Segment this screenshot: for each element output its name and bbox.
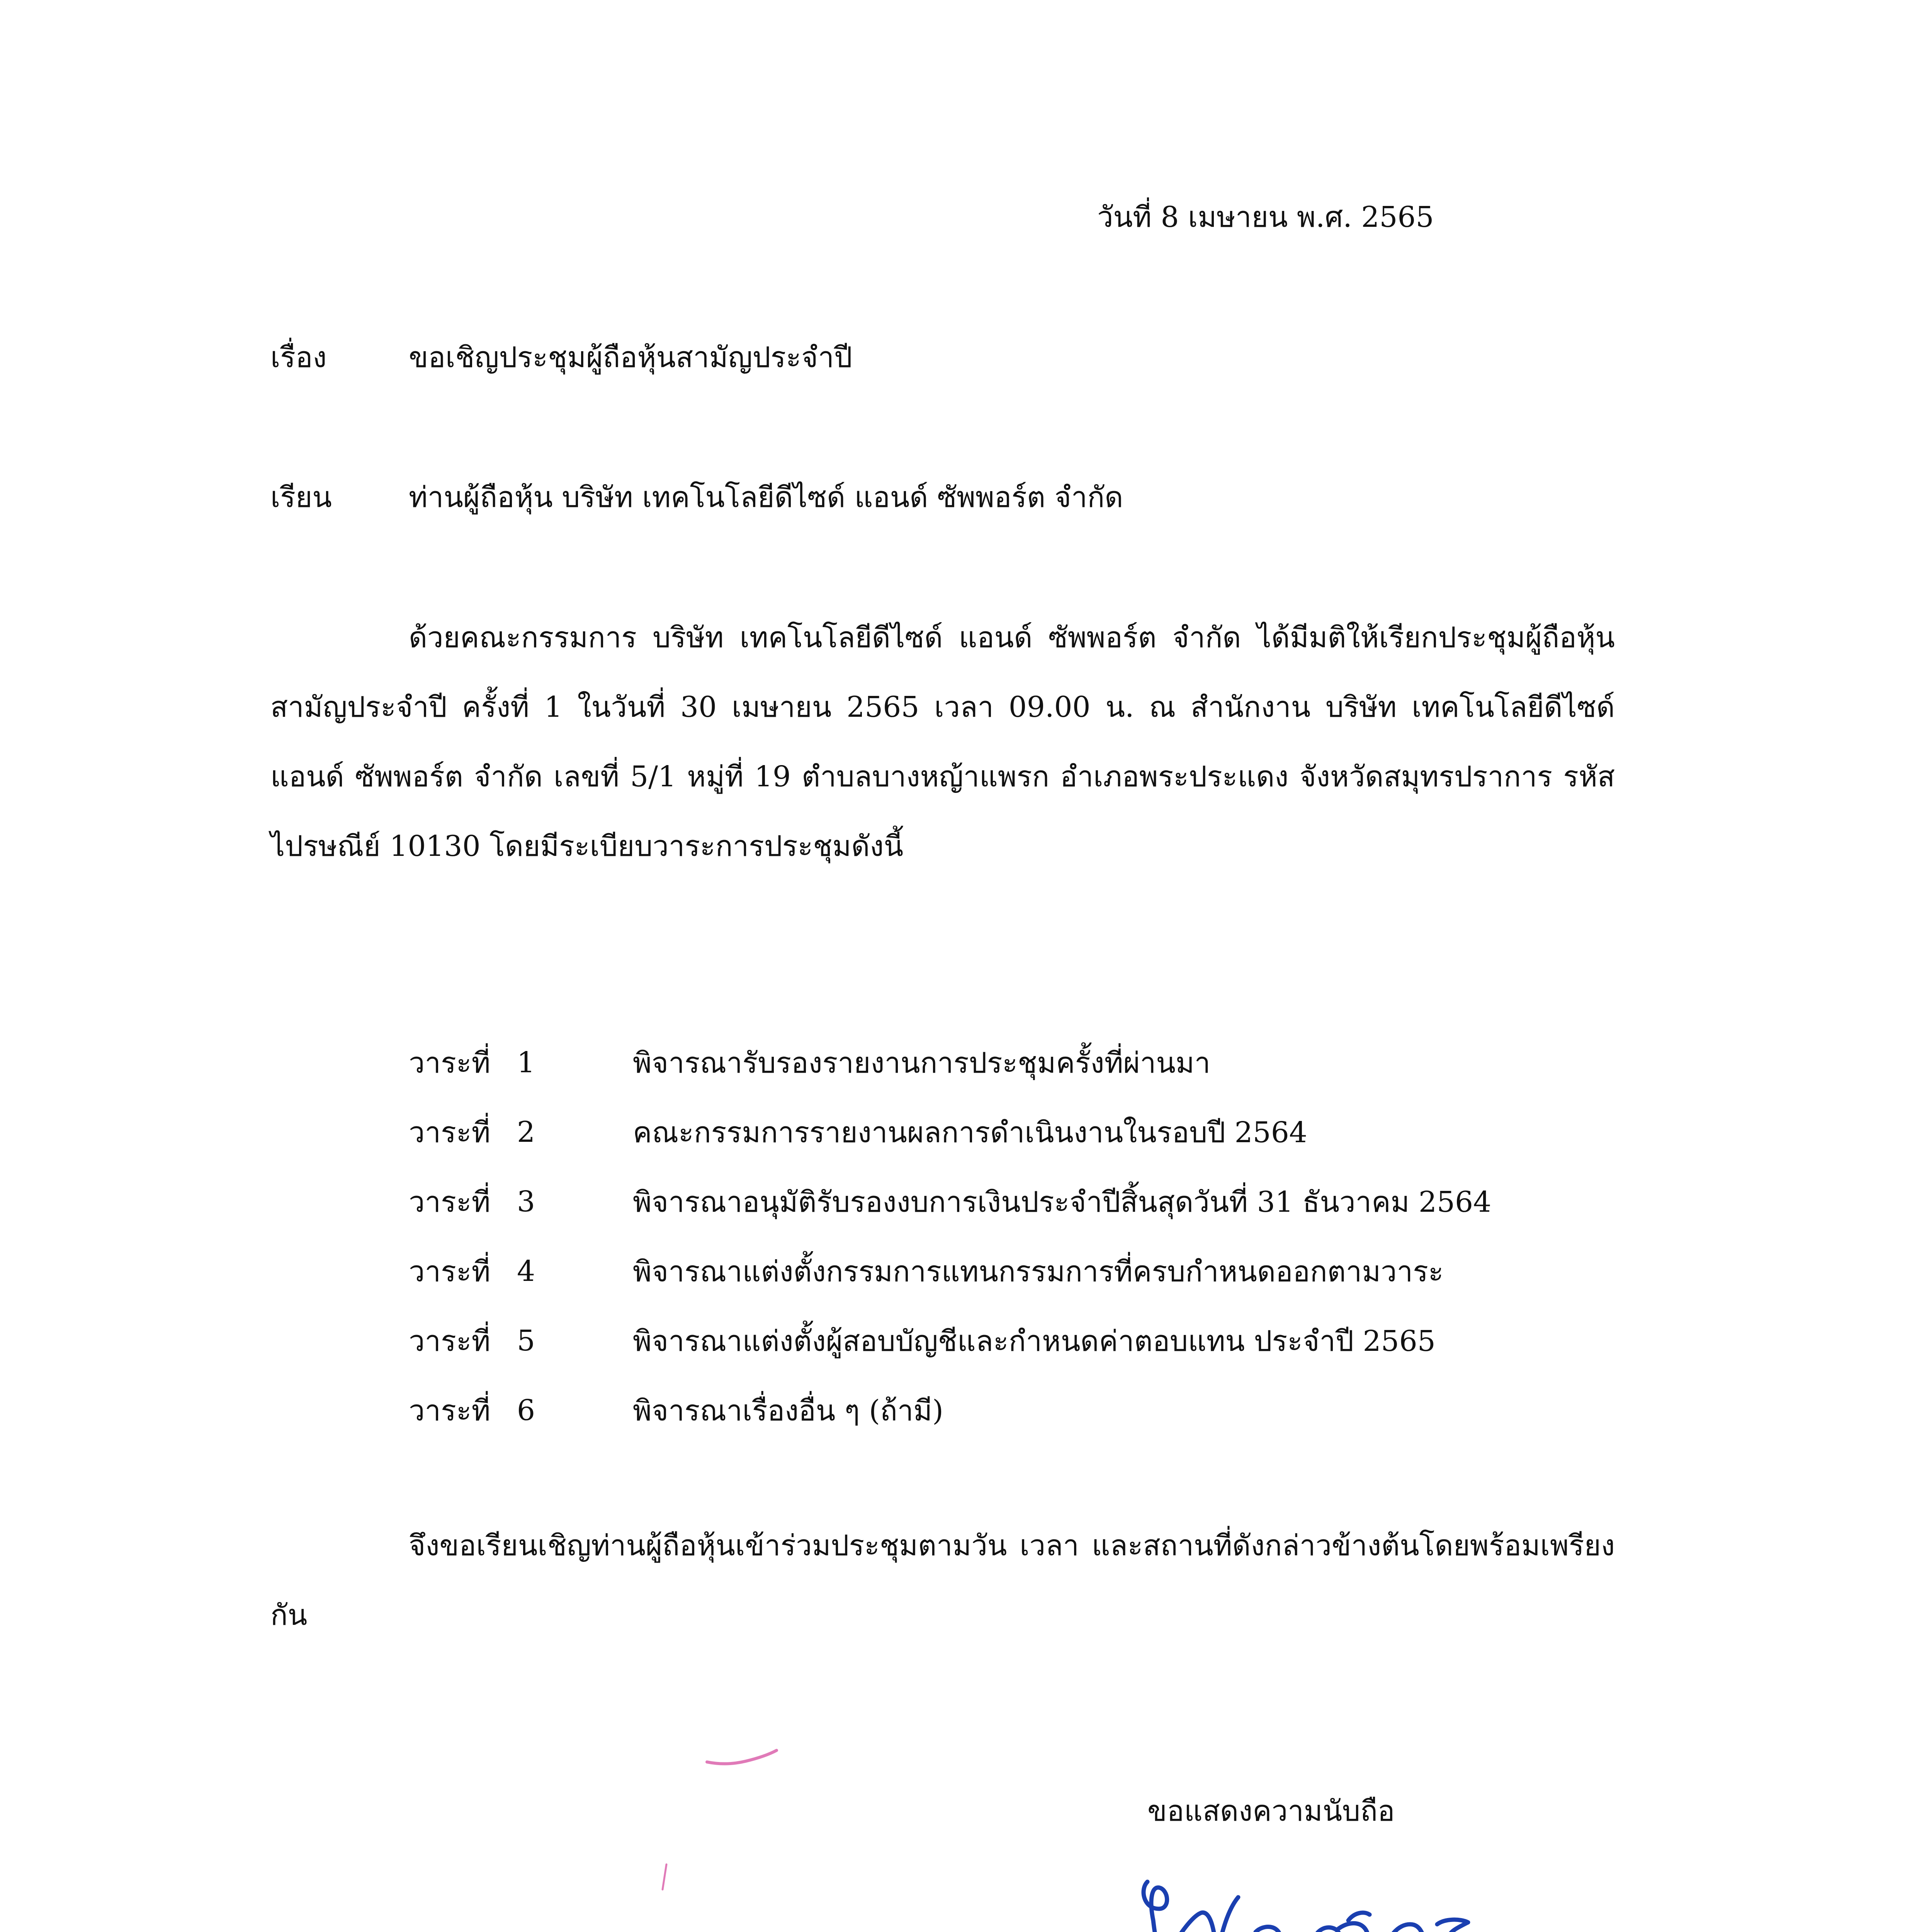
agenda-item	[409, 1236, 1645, 1306]
recipient-text: ท่านผู้ถือหุ้น บริษัท เทคโนโลยีดีไซด์ แอนด์ ซัพพอร์ต จำกัด	[409, 481, 1123, 514]
pink-ink-mark	[703, 1747, 780, 1770]
closing-text: ขอแสดงความนับถือ	[1147, 1794, 1395, 1828]
agenda-item	[409, 1376, 1645, 1445]
agenda-item-number: 4	[517, 1255, 535, 1288]
agenda-list	[409, 1028, 1645, 1445]
agenda-item-label: วาระที่	[409, 1185, 491, 1219]
agenda-item	[409, 1097, 1645, 1167]
pink-ink-speck	[657, 1862, 672, 1893]
agenda-item-label: วาระที่	[409, 1116, 491, 1149]
agenda-item-number: 3	[517, 1185, 535, 1218]
agenda-item-text: พิจารณาแต่งตั้งกรรมการแทนกรรมการที่ครบกำหนดออกตามวาระ	[633, 1255, 1444, 1288]
agenda-item	[409, 1028, 1645, 1097]
agenda-item-number: 6	[517, 1394, 535, 1427]
agenda-item-text: พิจารณาแต่งตั้งผู้สอบบัญชีและกำหนดค่าตอบแทน ประจำปี 2565	[633, 1325, 1436, 1358]
agenda-item-label: วาระที่	[409, 1394, 491, 1427]
agenda-item-number: 5	[517, 1324, 535, 1357]
subject-label: เรื่อง	[270, 341, 327, 374]
agenda-item-text: พิจารณาอนุมัติรับรองงบการเงินประจำปีสิ้นสุดวันที่ 31 ธันวาคม 2564	[633, 1185, 1492, 1219]
agenda-item-label: วาระที่	[409, 1325, 491, 1358]
agenda-item	[409, 1167, 1645, 1236]
body-paragraph: ด้วยคณะกรรมการ บริษัท เทคโนโลยีดีไซด์ แอนด์ ซัพพอร์ต จำกัด ได้มีมติให้เรียกประชุมผู้ถือหุ้นสามัญประจำปี ครั้งที่ 1 ในวันที่ 30 เมษายน 2565 เวลา 09.00 น. ณ สำนักงาน บริษัท เทคโนโลยีดีไซด์ แอนด์ ซัพพอร์ต จำกัด เลขที่ 5/1 หมู่ที่ 19 ตำบลบางหญ้าแพรก อำเภอพระประแดง จังหวัดสมุทรปราการ รหัสไปรษณีย์ 10130 โดยมีระเบียบวาระการประชุมดังนี้	[270, 621, 1615, 863]
agenda-item	[409, 1306, 1645, 1376]
handwritten-signature	[1132, 1866, 1480, 1932]
agenda-item-text: พิจารณาเรื่องอื่น ๆ (ถ้ามี)	[633, 1394, 943, 1427]
agenda-item-number: 2	[517, 1116, 535, 1149]
invitation-paragraph: จึงขอเรียนเชิญท่านผู้ถือหุ้นเข้าร่วมประชุมตามวัน เวลา และสถานที่ดังกล่าวข้างต้นโดยพร้อมเพรียงกัน	[270, 1529, 1615, 1632]
agenda-item-label: วาระที่	[409, 1046, 491, 1080]
agenda-item-text: พิจารณารับรองรายงานการประชุมครั้งที่ผ่านมา	[633, 1046, 1211, 1080]
subject-text: ขอเชิญประชุมผู้ถือหุ้นสามัญประจำปี	[409, 341, 852, 374]
letter-date: วันที่ 8 เมษายน พ.ศ. 2565	[1097, 201, 1434, 234]
agenda-item-label: วาระที่	[409, 1255, 491, 1288]
recipient-label: เรียน	[270, 481, 332, 514]
agenda-item-number: 1	[517, 1046, 535, 1079]
agenda-item-text: คณะกรรมการรายงานผลการดำเนินงานในรอบปี 2564	[633, 1116, 1307, 1149]
